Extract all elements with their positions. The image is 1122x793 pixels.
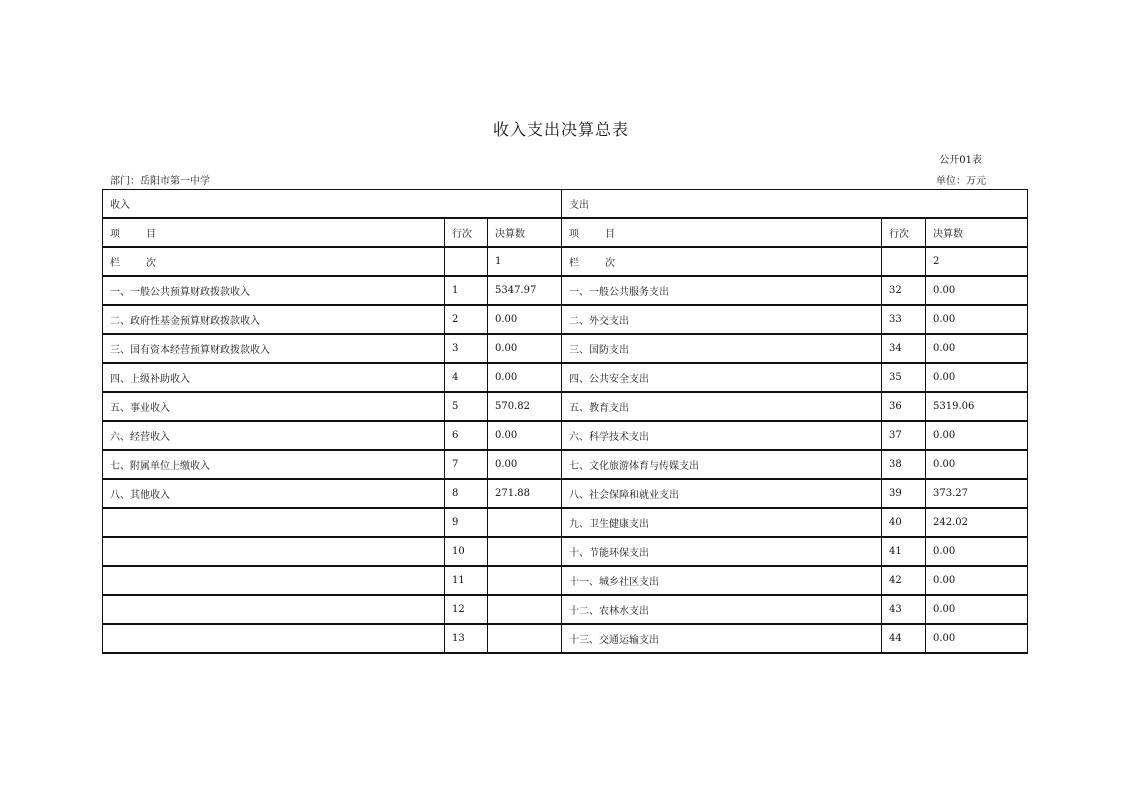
expense-line: 32 <box>882 276 926 305</box>
income-amount: 0.00 <box>488 305 562 334</box>
form-code: 公开01表 <box>939 155 982 166</box>
income-item: 八、其他收入 <box>103 479 445 508</box>
expense-line: 40 <box>882 508 926 537</box>
income-item <box>103 595 445 624</box>
income-expense-table <box>102 189 1028 654</box>
income-item: 七、附属单位上缴收入 <box>103 450 445 479</box>
expense-item: 十二、农林水支出 <box>562 595 882 624</box>
expense-amount: 0.00 <box>926 421 1028 450</box>
expense-amount: 0.00 <box>926 276 1028 305</box>
expense-line: 44 <box>882 624 926 653</box>
expense-line: 33 <box>882 305 926 334</box>
expense-item-header <box>562 218 882 247</box>
expense-line: 37 <box>882 421 926 450</box>
income-amount: 271.88 <box>488 479 562 508</box>
expense-line: 42 <box>882 566 926 595</box>
income-column-number: 1 <box>488 247 562 276</box>
column-number-row <box>103 247 1028 276</box>
table-row <box>103 305 1028 334</box>
column-label-b: 次 <box>605 258 616 269</box>
expense-amount: 242.02 <box>926 508 1028 537</box>
expense-line: 35 <box>882 363 926 392</box>
income-line: 1 <box>445 276 488 305</box>
expense-item: 七、文化旅游体育与传媒支出 <box>562 450 882 479</box>
expense-amount-header: 决算数 <box>926 218 1028 247</box>
income-line: 7 <box>445 450 488 479</box>
income-item <box>103 566 445 595</box>
item-header-a: 项 <box>110 229 120 240</box>
department-label: 部门：岳阳市第一中学 <box>110 176 210 187</box>
table-row <box>103 276 1028 305</box>
income-section-header: 收入 <box>103 190 562 219</box>
expense-amount: 0.00 <box>926 363 1028 392</box>
table-row <box>103 450 1028 479</box>
income-line: 5 <box>445 392 488 421</box>
income-amount <box>488 595 562 624</box>
section-header-row <box>103 190 1028 219</box>
income-column-label <box>103 247 445 276</box>
table-row <box>103 479 1028 508</box>
expense-item: 三、国防支出 <box>562 334 882 363</box>
income-line: 6 <box>445 421 488 450</box>
income-line: 10 <box>445 537 488 566</box>
column-label-a: 栏 <box>110 258 120 269</box>
expense-line: 36 <box>882 392 926 421</box>
expense-amount: 373.27 <box>926 479 1028 508</box>
expense-item: 十三、交通运输支出 <box>562 624 882 653</box>
table-row <box>103 363 1028 392</box>
unit-label: 单位：万元 <box>936 176 986 187</box>
expense-line-blank <box>882 247 926 276</box>
item-header-b: 目 <box>605 229 616 240</box>
item-header-b: 目 <box>146 229 156 240</box>
income-amount: 0.00 <box>488 450 562 479</box>
expense-item: 八、社会保障和就业支出 <box>562 479 882 508</box>
income-amount <box>488 566 562 595</box>
expense-item: 十、节能环保支出 <box>562 537 882 566</box>
income-amount: 5347.97 <box>488 276 562 305</box>
expense-item: 四、公共安全支出 <box>562 363 882 392</box>
income-line: 13 <box>445 624 488 653</box>
income-line: 3 <box>445 334 488 363</box>
table-row <box>103 624 1028 653</box>
expense-amount: 0.00 <box>926 305 1028 334</box>
income-line: 9 <box>445 508 488 537</box>
expense-line: 39 <box>882 479 926 508</box>
item-header-a: 项 <box>569 229 580 240</box>
column-label-a: 栏 <box>569 258 580 269</box>
column-label-b: 次 <box>146 258 156 269</box>
income-item: 一、一般公共预算财政拨款收入 <box>103 276 445 305</box>
income-item <box>103 624 445 653</box>
expense-line: 41 <box>882 537 926 566</box>
expense-amount: 5319.06 <box>926 392 1028 421</box>
income-item <box>103 537 445 566</box>
income-amount <box>488 624 562 653</box>
income-line: 8 <box>445 479 488 508</box>
income-amount: 0.00 <box>488 334 562 363</box>
income-amount <box>488 508 562 537</box>
column-header-row <box>103 218 1028 247</box>
table-row <box>103 421 1028 450</box>
expense-line: 38 <box>882 450 926 479</box>
expense-amount: 0.00 <box>926 566 1028 595</box>
income-item: 四、上级补助收入 <box>103 363 445 392</box>
table-row <box>103 392 1028 421</box>
table-row <box>103 537 1028 566</box>
expense-line: 34 <box>882 334 926 363</box>
expense-line-header: 行次 <box>882 218 926 247</box>
income-amount: 570.82 <box>488 392 562 421</box>
expense-item: 一、一般公共服务支出 <box>562 276 882 305</box>
income-amount <box>488 537 562 566</box>
expense-item: 九、卫生健康支出 <box>562 508 882 537</box>
income-line: 4 <box>445 363 488 392</box>
income-amount-header: 决算数 <box>488 218 562 247</box>
income-amount: 0.00 <box>488 421 562 450</box>
expense-amount: 0.00 <box>926 537 1028 566</box>
income-item <box>103 508 445 537</box>
expense-amount: 0.00 <box>926 624 1028 653</box>
income-line-blank <box>445 247 488 276</box>
expense-amount: 0.00 <box>926 334 1028 363</box>
table-row <box>103 595 1028 624</box>
income-item-header <box>103 218 445 247</box>
income-item: 六、经营收入 <box>103 421 445 450</box>
expense-item: 十一、城乡社区支出 <box>562 566 882 595</box>
table-row <box>103 566 1028 595</box>
expense-section-header: 支出 <box>562 190 1028 219</box>
income-line: 11 <box>445 566 488 595</box>
income-line: 2 <box>445 305 488 334</box>
expense-amount: 0.00 <box>926 450 1028 479</box>
table-body <box>103 190 1028 654</box>
income-line-header: 行次 <box>445 218 488 247</box>
expense-item: 六、科学技术支出 <box>562 421 882 450</box>
expense-column-number: 2 <box>926 247 1028 276</box>
expense-amount: 0.00 <box>926 595 1028 624</box>
income-item: 二、政府性基金预算财政拨款收入 <box>103 305 445 334</box>
table-row <box>103 334 1028 363</box>
expense-line: 43 <box>882 595 926 624</box>
page-title: 收入支出决算总表 <box>492 120 629 139</box>
income-item: 三、国有资本经营预算财政拨款收入 <box>103 334 445 363</box>
income-amount: 0.00 <box>488 363 562 392</box>
income-item: 五、事业收入 <box>103 392 445 421</box>
expense-column-label <box>562 247 882 276</box>
income-line: 12 <box>445 595 488 624</box>
expense-item: 二、外交支出 <box>562 305 882 334</box>
expense-item: 五、教育支出 <box>562 392 882 421</box>
table-row <box>103 508 1028 537</box>
